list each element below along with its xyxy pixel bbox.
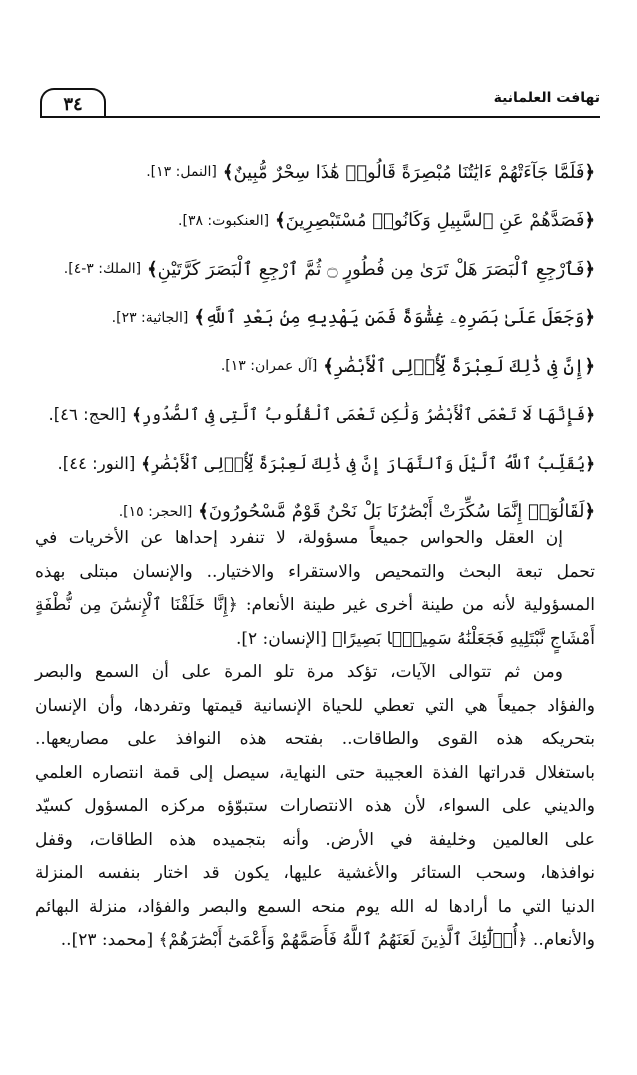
paragraph-line: نوافذها، وسحب الستائر والأغشية عليها، يكون قد اختار بنفسه المنزلة (35, 863, 595, 883)
quran-verse (35, 294, 595, 343)
paragraph-line: إن العقل والحواس جميعاً مسؤولة، لا تنفرد إحداها عن الأخريات في (35, 528, 563, 548)
verse-text: فَصَدَّهُمْ عَنِ ٱلسَّبِيلِ وَكَانُوا۟ مُسْتَبْصِرِينَ (285, 210, 585, 232)
header-rule (40, 116, 600, 118)
quran-verse (35, 342, 595, 391)
paragraph-line: تحمل تبعة البحث والتمحيص والاستقراء والاختيار.. والإنسان مبتلى بهذه (35, 561, 595, 582)
brace-close: ﴾ (132, 405, 142, 425)
paragraph-line: المسؤولية لأنه من طينة أخرى غير طينة الأنعام: ﴿إِنَّا خَلَقْنَا ٱلْإِنسَٰنَ مِن نُّطْفَةٍ (35, 595, 595, 615)
brace-open: ﴿ (584, 161, 595, 183)
quran-verse (35, 197, 595, 246)
paragraph-line: أَمْشَاجٍ نَّبْتَلِيهِ فَجَعَلْنَٰهُ سَمِيعًۢا بَصِيرًا﴾ [الإنسان: ٢]. (235, 628, 595, 649)
paragraph-line: ومن ثم تتوالى الآيات، تؤكد مرة تلو المرة على أن السمع والبصر (35, 662, 563, 682)
page-number: ٣٤ (40, 88, 106, 118)
paragraph-line: على العالمين وخليفة في الأرض. وأنه بتجميده هذه الطاقات، وقفل (35, 829, 595, 850)
brace-open: ﴿ (584, 258, 595, 280)
brace-close: ﴾ (198, 501, 209, 523)
paragraph-line: والديني على السواء، لأن هذه الانتصارات ستبوّؤه مركزه المسؤول كسيّد (35, 796, 595, 816)
paragraph-line: والأنعام.. ﴿أُو۟لَٰٓئِكَ ٱلَّذِينَ لَعَنَهُمُ ٱللَّهُ فَأَصَمَّهُمْ وَأَعْمَىٰٓ أَبْصَٰرَهُمْ﴾ [محمد: ٢٣].. (60, 930, 595, 950)
verse-reference: [الحج: ٤٦]. (48, 405, 127, 425)
page-header (40, 88, 600, 122)
body-paragraph (35, 656, 595, 958)
brace-close: ﴾ (194, 307, 205, 329)
brace-close: ﴾ (275, 210, 286, 232)
verse-reference: [النمل: ١٣]. (146, 164, 217, 181)
verse-text: فَلَمَّا جَآءَتْهُمْ ءَايَٰتُنَا مُبْصِرَةً قَالُوا۟ هَٰذَا سِحْرٌ مُّبِينٌ (233, 161, 585, 183)
verse-reference: [الملك: ٣-٤]. (63, 261, 142, 278)
verse-text: لَقَالُوٓا۟ إِنَّمَا سُكِّرَتْ أَبْصَٰرُنَا بَلْ نَحْنُ قَوْمٌ مَّسْحُورُونَ (208, 501, 585, 523)
verse-text: إِنَّ فِى ذَٰلِكَ لَعِبْرَةً لِّأُو۟لِى ٱلْأَبْصَٰرِ (333, 355, 585, 377)
verse-reference: [الحجر: ١٥]. (118, 503, 193, 520)
verse-text: فَإِنَّهَا لَا تَعْمَى ٱلْأَبْصَٰرُ وَلَٰكِن تَعْمَى ٱلْقُلُوبُ ٱلَّتِى فِى ٱلصُّدُورِ (141, 405, 586, 425)
brace-open: ﴿ (584, 355, 595, 377)
verse-text: يُقَلِّبُ ٱللَّهُ ٱلَّيْلَ وَٱلنَّهَارَ إِنَّ فِى ذَٰلِكَ لَعِبْرَةً لِّأُو۟لِى ٱلْأَبْصَٰرِ (150, 453, 586, 473)
verse-text: فَٱرْجِعِ ٱلْبَصَرَ هَلْ تَرَىٰ مِن فُطُورٍ ۝ ثُمَّ ٱرْجِعِ ٱلْبَصَرَ كَرَّتَيْنِ (157, 258, 585, 280)
paragraph-line: باستغلال قدراتها الفذة العجيبة حتى النهاية، سيصل إلى قمة انتصاره العلمي (35, 762, 595, 783)
brace-open: ﴿ (585, 405, 595, 425)
paragraph-line: بتحريكه هذه القوى والطاقات.. بفتحه هذه النوافذ على مصاريعها.. (35, 729, 595, 749)
quran-verse (35, 391, 595, 440)
brace-close: ﴾ (323, 355, 334, 377)
paragraph-line: الدنيا التي ما أرادها له الله يوم منحه السمع والبصر والفؤاد، منزلة البهائم (35, 896, 595, 917)
verse-reference: [العنكبوت: ٣٨]. (178, 212, 270, 229)
quran-verse (35, 148, 595, 197)
verse-reference: [آل عمران: ١٣]. (220, 358, 318, 375)
body-paragraph (35, 522, 595, 656)
brace-close: ﴾ (222, 161, 234, 183)
brace-close: ﴾ (147, 258, 158, 280)
paragraph-line: والفؤاد جميعاً هي التي تعطي للحياة الإنسانية قيمتها وتفردها، وأن الإنسان (35, 695, 595, 716)
brace-open: ﴿ (584, 307, 595, 329)
brace-close: ﴾ (141, 453, 151, 473)
verse-text: وَجَعَلَ عَلَىٰ بَصَرِهِۦ غِشَٰوَةً فَمَن يَهْدِيهِ مِنۢ بَعْدِ ٱللَّهِ (204, 307, 585, 329)
brace-open: ﴿ (585, 453, 595, 473)
brace-open: ﴿ (584, 501, 595, 523)
quran-verse (35, 439, 595, 488)
quran-verse (35, 245, 595, 294)
brace-open: ﴿ (584, 210, 595, 232)
verse-reference: [الجاثية: ٢٣]. (111, 309, 189, 326)
running-title: تهافت العلمانية (493, 90, 600, 106)
quran-verse-list (35, 148, 595, 536)
verse-reference: [النور: ٤٤]. (57, 453, 136, 473)
